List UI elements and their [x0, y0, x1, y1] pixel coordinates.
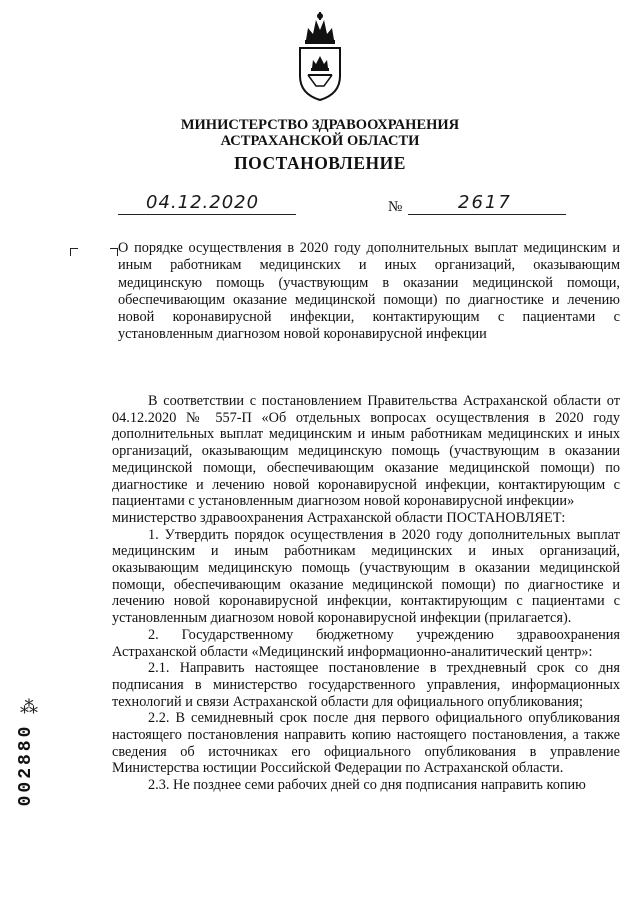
preamble-paragraph: В соответствии с постановлением Правительства Астраханской области от 04.12.2020 № 557-П «Об отдельных вопросах осуществления в 2020 году дополнительных выплат медицинским и иным работникам медицинских и иных организаций, оказывающим медицинскую помощь (участвующим в оказании медицинской помощи, обеспечивающим оказание медицинской помощи) по диагностике и лечению новой коронавирусной инфекции, контактирующим с пациентами с установленным диагнозом новой коронавирусной инфекции»	[112, 393, 620, 510]
resolves-paragraph: министерство здравоохранения Астраханской области ПОСТАНОВЛЯЕТ:	[112, 509, 566, 526]
serial-number: 002880	[16, 723, 36, 807]
number-sign: №	[388, 199, 403, 215]
document-body	[112, 393, 620, 794]
item-2-paragraph: 2. Государственному бюджетному учреждению здравоохранения Астраханской области «Медицинский информационно-аналитический центр»:	[112, 626, 620, 660]
document-number: 2617	[458, 192, 512, 213]
ministry-name-line2: АСТРАХАНСКОЙ ОБЛАСТИ	[220, 133, 420, 149]
item-2-3-paragraph: 2.3. Не позднее семи рабочих дней со дня подписания направить копию	[148, 777, 586, 794]
item-2-1-paragraph: 2.1. Направить настоящее постановление в трехдневный срок со дня подписания в министерство государственного управления, информационных технологий и связи Астраханской области для официального опубликования;	[112, 660, 620, 710]
subject-bracket-left	[70, 248, 78, 256]
ministry-name-line1: МИНИСТЕРСТВО ЗДРАВООХРАНЕНИЯ	[180, 117, 460, 133]
serial-number-block	[12, 720, 40, 810]
coat-of-arms-emblem	[296, 10, 344, 107]
document-date: 04.12.2020	[146, 192, 260, 213]
item-1-paragraph: 1. Утвердить порядок осуществления в 2020 году дополнительных выплат медицинским и иным работникам медицинских и иных организаций, оказывающим медицинскую помощь (участвующим в оказании медицинской помощи, обеспечивающим оказание медицинской помощи) по диагностике и лечению новой коронавирусной инфекции, контактирующим с пациентами с установленным диагнозом новой коронавирусной инфекции (прилагается).	[112, 526, 620, 627]
date-underline	[118, 214, 296, 215]
item-2-2-paragraph: 2.2. В семидневный срок после дня первого официального опубликования настоящего постановления направить копию настоящего постановления, а также сведения об источниках его официального опубликования в управление Министерства юстиции Российской Федерации по Астраханской области.	[112, 710, 620, 777]
subject-bracket-right	[110, 248, 118, 256]
document-type: ПОСТАНОВЛЕНИЕ	[234, 153, 406, 173]
asterisk-mark-icon: ⁂	[20, 697, 38, 717]
number-underline	[408, 214, 566, 215]
document-subject: О порядке осуществления в 2020 году дополнительных выплат медицинским и иным работникам медицинских и иных организаций, оказывающим медицинскую помощь (участвующим в оказании медицинской помощи, обеспечивающим оказание медицинской помощи) по диагностике и лечению новой коронавирусной инфекции, контактирующим с пациентами с установленным диагнозом новой коронавирусной инфекции	[118, 240, 620, 343]
